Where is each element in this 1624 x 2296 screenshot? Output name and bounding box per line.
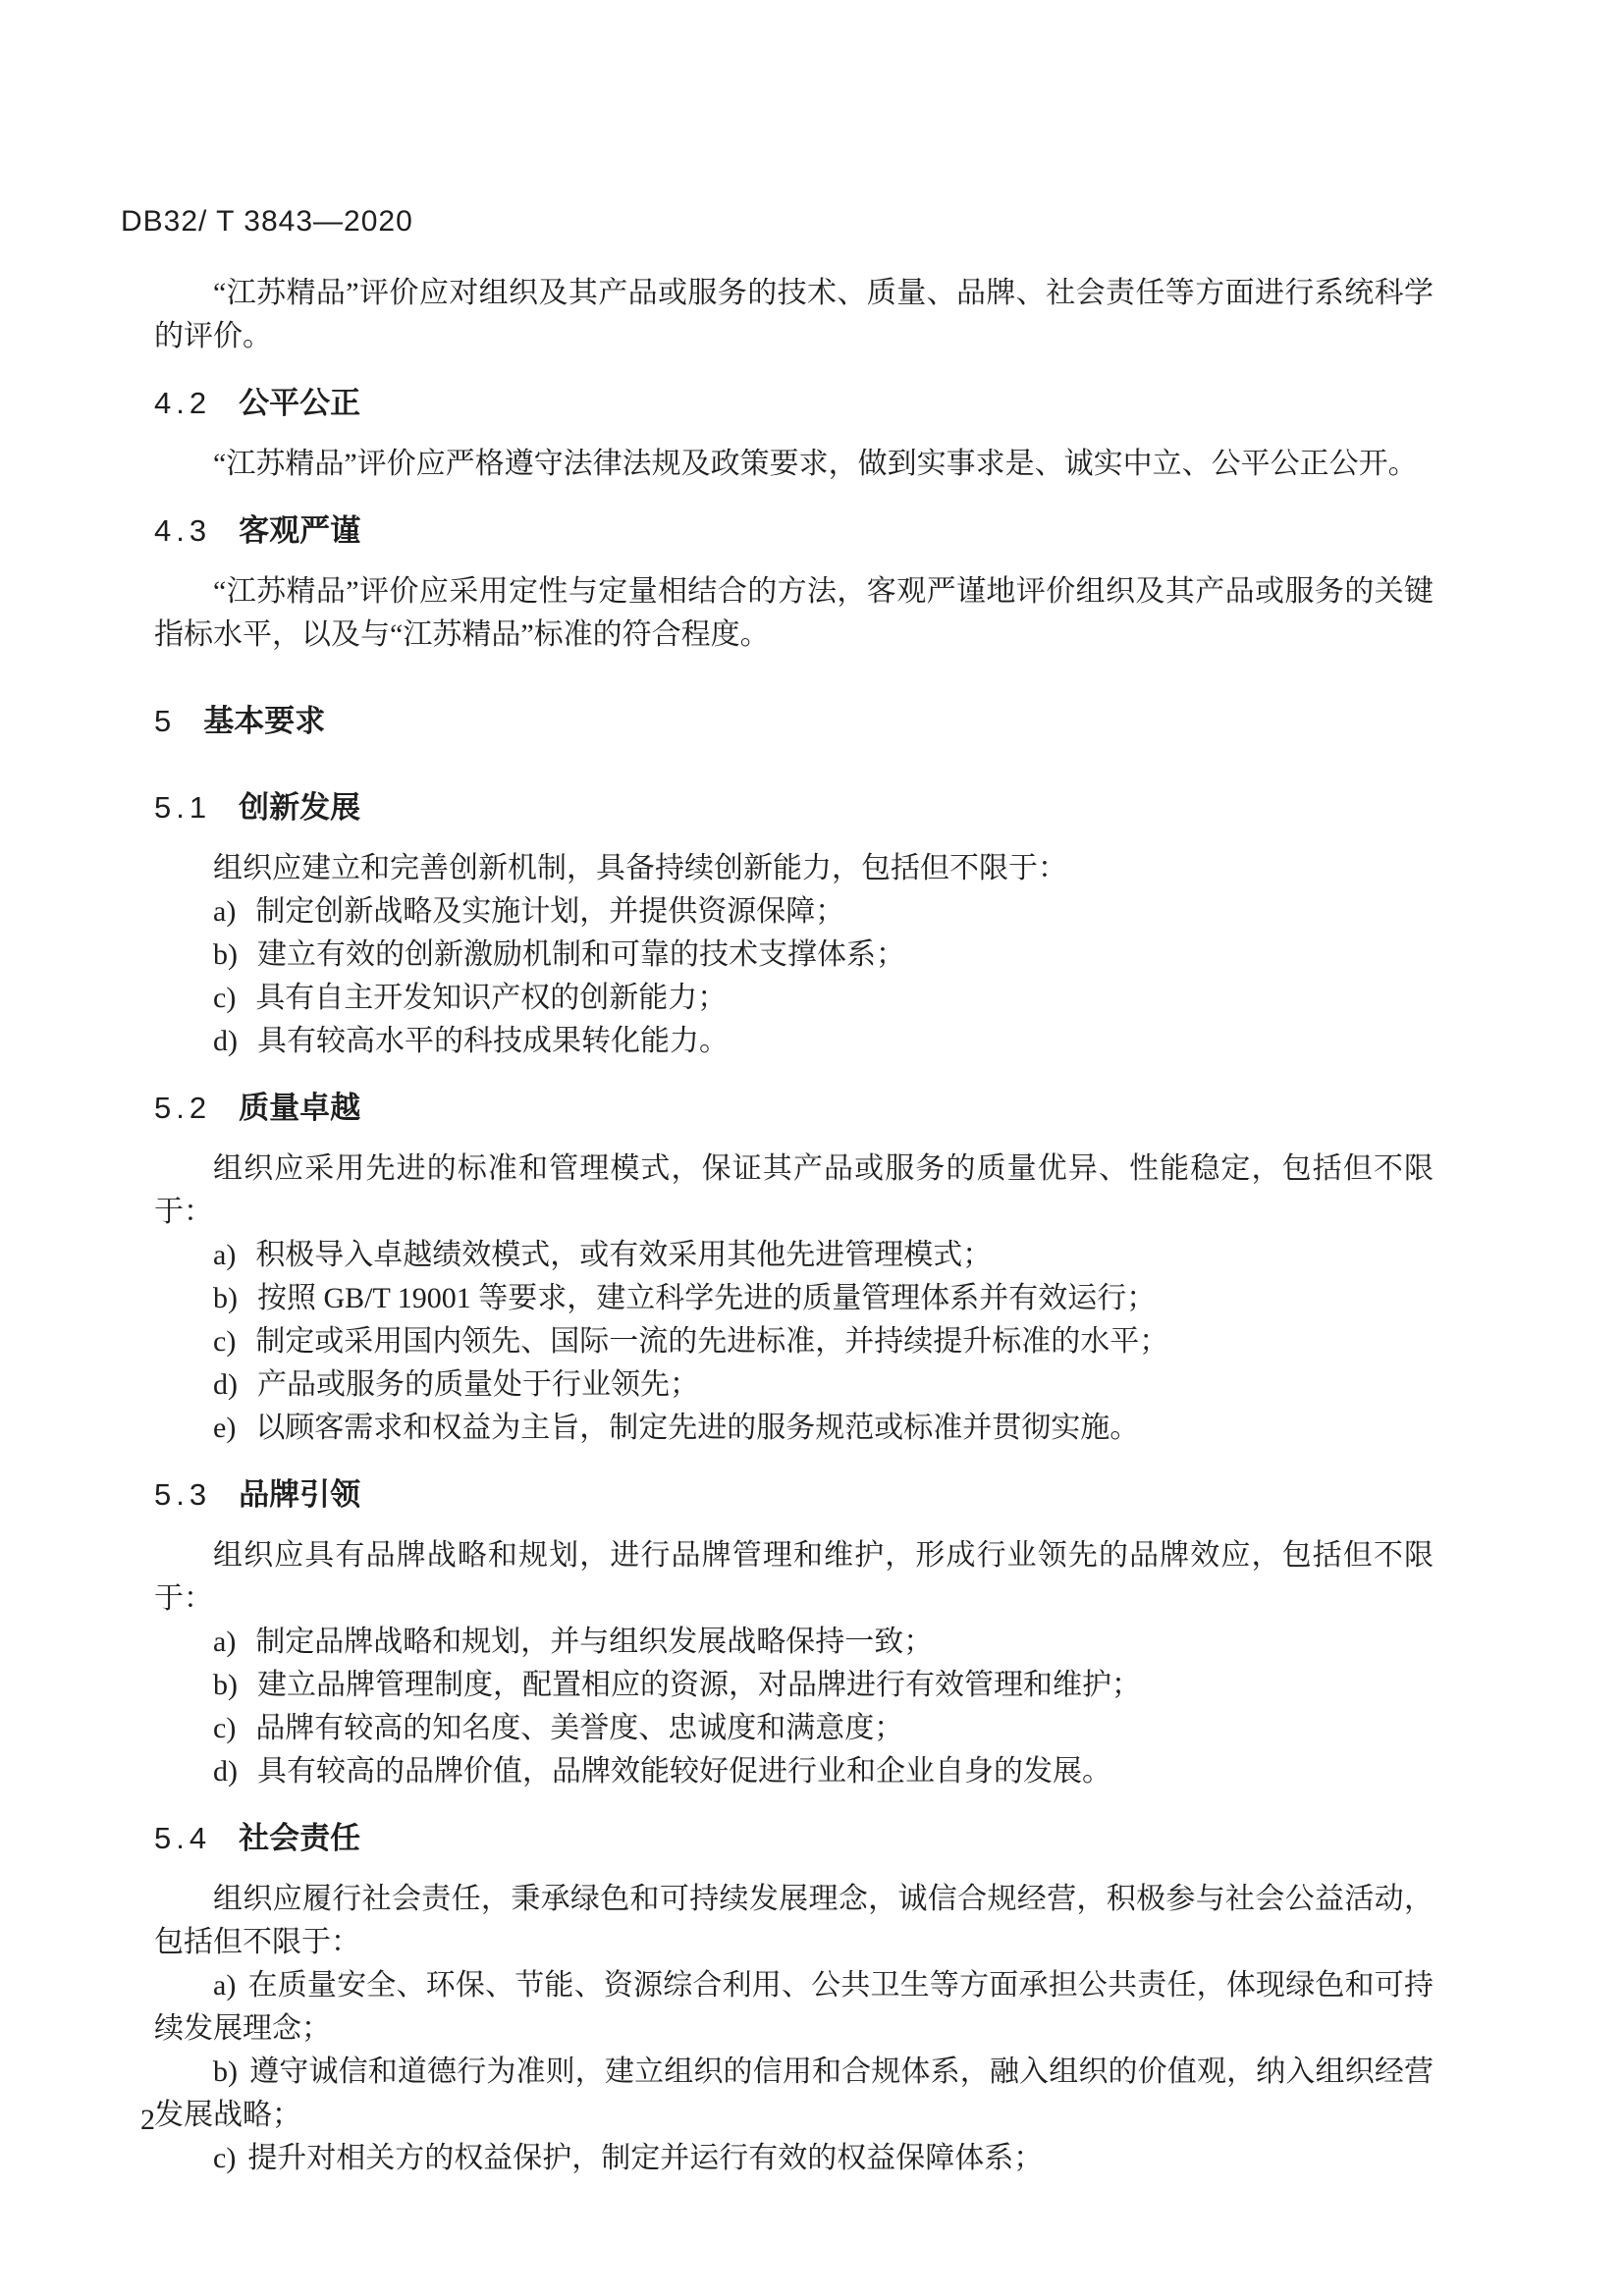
clause-number: 5.4: [154, 1821, 212, 1855]
list-item: [154, 1407, 1434, 1450]
clause-heading-5-4: [154, 1817, 1434, 1860]
list-letter: c): [213, 2142, 237, 2174]
clause-title: 质量卓越: [239, 1091, 361, 1125]
list-letter: c): [213, 982, 237, 1014]
list-item: [154, 1707, 1434, 1750]
list-text: 具有较高水平的科技成果转化能力。: [257, 1025, 729, 1057]
list-letter: d): [213, 1025, 238, 1057]
clause-4-3-paragraph: “江苏精品”评价应采用定性与定量相结合的方法，客观严谨地评价组织及其产品或服务的关键指标水平，以及与“江苏精品”标准的符合程度。: [154, 575, 1434, 651]
list-text: 按照 GB/T 19001 等要求，建立科学先进的质量管理体系并有效运行；: [257, 1282, 1157, 1314]
doc-code-header: DB32/ T 3843—2020: [121, 205, 413, 238]
list-letter: b): [213, 1282, 238, 1314]
list-letter: a): [213, 1239, 237, 1271]
list-letter: d): [213, 1368, 238, 1401]
clause-5-4-intro: 组织应履行社会责任，秉承绿色和可持续发展理念，诚信合规经营，积极参与社会公益活动，包括但不限于：: [154, 1883, 1434, 1958]
clause-number: 5.3: [154, 1477, 212, 1512]
list-text: 建立有效的创新激励机制和可靠的技术支撑体系；: [257, 938, 905, 971]
page-content: [121, 0, 1434, 2180]
list-text: 遵守诚信和道德行为准则，建立组织的信用和合规体系，融入组织的价值观，纳入组织经营发展战略；: [154, 2056, 1434, 2131]
list-item: [154, 1750, 1434, 1793]
list-item: [154, 2051, 1434, 2137]
list-item: [154, 890, 1434, 934]
clause-heading-5-1: [154, 786, 1434, 829]
list-item: [154, 1277, 1434, 1320]
clause-title: 创新发展: [239, 790, 361, 825]
list-text: 制定品牌战略和规划，并与组织发展战略保持一致；: [255, 1626, 934, 1658]
clause-title: 品牌引领: [239, 1477, 361, 1512]
list-item: [154, 1964, 1434, 2051]
clause-heading-5-3: [154, 1473, 1434, 1517]
list-item: [154, 1664, 1434, 1707]
list-letter: e): [213, 1412, 237, 1444]
list-text: 具有自主开发知识产权的创新能力；: [255, 982, 728, 1014]
list-text: 品牌有较高的知名度、美誉度、忠诚度和满意度；: [255, 1712, 904, 1744]
list-letter: a): [213, 1969, 237, 2002]
list-item: [154, 1320, 1434, 1363]
list-letter: b): [213, 2056, 238, 2088]
clause-4-2-paragraph: “江苏精品”评价应严格遵守法律法规及政策要求，做到实事求是、诚实中立、公平公正公开。: [213, 448, 1418, 480]
list-item: [154, 1621, 1434, 1664]
list-letter: c): [213, 1325, 237, 1358]
clause-number: 4.2: [154, 386, 212, 420]
clause-title: 社会责任: [239, 1821, 361, 1855]
list-letter: a): [213, 1626, 237, 1658]
list-item: [154, 2137, 1434, 2180]
clause-5-1-intro: 组织应建立和完善创新机制，具备持续创新能力，包括但不限于：: [213, 852, 1067, 884]
clause-5-2-intro: 组织应采用先进的标准和管理模式，保证其产品或服务的质量优异、性能稳定，包括但不限于：: [154, 1152, 1434, 1228]
page-number: 2: [140, 2104, 155, 2136]
list-text: 产品或服务的质量处于行业领先；: [257, 1368, 699, 1401]
clause-5-3-intro: 组织应具有品牌战略和规划，进行品牌管理和维护，形成行业领先的品牌效应，包括但不限于：: [154, 1539, 1434, 1615]
clause-number: 5.1: [154, 790, 212, 825]
clause-number: 5.2: [154, 1091, 212, 1125]
list-item: [154, 934, 1434, 977]
clause-heading-4-2: [154, 382, 1434, 425]
clause-title: 客观严谨: [239, 513, 361, 548]
chapter-title: 基本要求: [203, 704, 326, 738]
clause-heading-4-3: [154, 509, 1434, 553]
chapter-number: 5: [154, 704, 177, 738]
list-letter: a): [213, 895, 237, 928]
list-text: 具有较高的品牌价值，品牌效能较好促进行业和企业自身的发展。: [257, 1755, 1111, 1788]
list-letter: c): [213, 1712, 237, 1744]
clause-heading-5-2: [154, 1087, 1434, 1130]
list-item: [154, 977, 1434, 1020]
list-text: 制定或采用国内领先、国际一流的先进标准，并持续提升标准的水平；: [255, 1325, 1169, 1358]
list-item: [154, 1363, 1434, 1407]
list-letter: d): [213, 1755, 238, 1788]
list-text: 以顾客需求和权益为主旨，制定先进的服务规范或标准并贯彻实施。: [255, 1412, 1140, 1444]
clause-number: 4.3: [154, 513, 212, 548]
chapter-heading-5: [154, 700, 1434, 743]
list-text: 积极导入卓越绩效模式，或有效采用其他先进管理模式；: [255, 1239, 993, 1271]
list-letter: b): [213, 938, 238, 971]
clause-4-1-continuation-paragraph: “江苏精品”评价应对组织及其产品或服务的技术、质量、品牌、社会责任等方面进行系统科学的评价。: [154, 277, 1434, 352]
list-text: 提升对相关方的权益保护，制定并运行有效的权益保障体系；: [247, 2142, 1044, 2174]
list-item: [154, 1234, 1434, 1277]
list-item: [154, 1020, 1434, 1063]
list-letter: b): [213, 1669, 238, 1701]
list-text: 建立品牌管理制度，配置相应的资源，对品牌进行有效管理和维护；: [257, 1669, 1141, 1701]
clause-title: 公平公正: [239, 386, 361, 420]
list-text: 在质量安全、环保、节能、资源综合利用、公共卫生等方面承担公共责任，体现绿色和可持续发展理念；: [154, 1969, 1434, 2045]
list-text: 制定创新战略及实施计划，并提供资源保障；: [255, 895, 845, 928]
